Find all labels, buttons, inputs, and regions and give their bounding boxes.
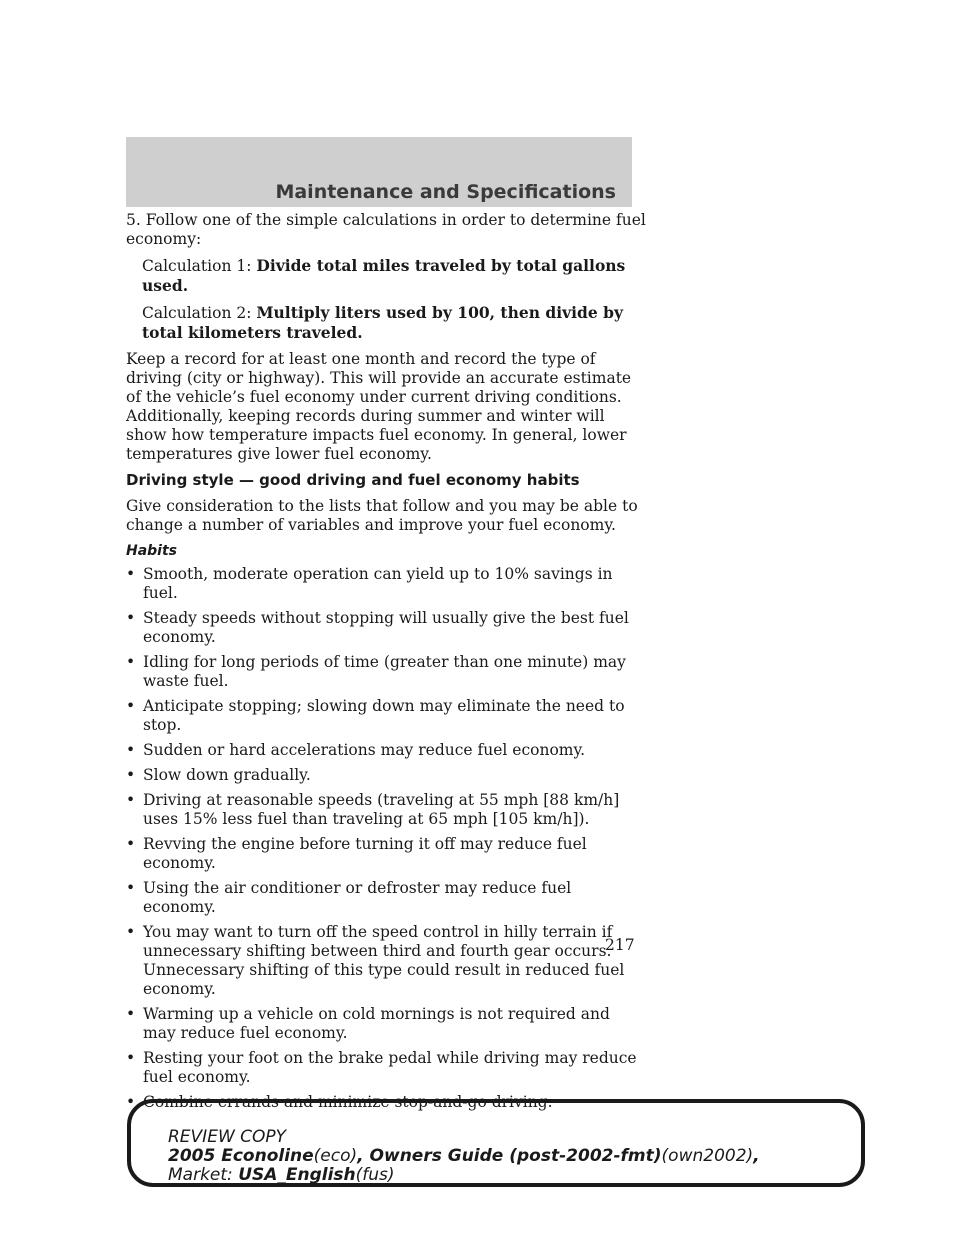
calculation-2 [142, 303, 646, 343]
bullet-icon: • [126, 1049, 136, 1067]
review-copy-box [127, 1099, 865, 1187]
section-header-band [126, 137, 632, 207]
section-intro: Give consideration to the lists that follow and you may be able to change a number of variables and improve your fuel economy. [126, 497, 638, 534]
list-item: • Slow down gradually. [126, 766, 311, 784]
page-content [126, 211, 646, 1118]
section-title: Driving style — good driving and fuel economy habits [126, 471, 580, 489]
habits-list [126, 565, 646, 1112]
review-model-line: 2005 Econoline(eco), Owners Guide (post-2002-fmt)(own2002), [168, 1146, 760, 1166]
list-item: • Using the air conditioner or defroster may reduce fuel economy. [126, 879, 572, 916]
record-paragraph: Keep a record for at least one month and record the type of driving (city or highway). This will provide an accurate estimate of the vehicle’s fuel economy under current driving conditions. Additionally, keeping records during summer and winter will show how temperature impacts fuel economy. In general, lower temperatures give lower fuel economy. [126, 350, 632, 463]
calculation-1-text: Divide total miles traveled by total gallons used. [142, 256, 626, 295]
bullet-icon: • [126, 791, 136, 809]
review-copy-text [168, 1128, 760, 1185]
calculation-1-label: Calculation 1: [142, 257, 252, 275]
bullet-icon: • [126, 766, 136, 784]
list-item: • Steady speeds without stopping will usually give the best fuel economy. [126, 609, 629, 646]
bullet-icon: • [126, 697, 136, 715]
review-copy-label: REVIEW COPY [168, 1127, 287, 1147]
list-item: • Idling for long periods of time (greater than one minute) may waste fuel. [126, 653, 626, 690]
list-item: • Revving the engine before turning it off may reduce fuel economy. [126, 835, 587, 872]
list-item: • Warming up a vehicle on cold mornings is not required and may reduce fuel economy. [126, 1005, 610, 1042]
calculation-1 [142, 256, 646, 296]
bullet-icon: • [126, 653, 136, 671]
calculation-2-label: Calculation 2: [142, 304, 252, 322]
bullet-icon: • [126, 609, 136, 627]
bullet-icon: • [126, 1093, 136, 1111]
bullet-icon: • [126, 923, 136, 941]
bullet-icon: • [126, 1005, 136, 1023]
list-item: • Smooth, moderate operation can yield up to 10% savings in fuel. [126, 565, 613, 602]
review-market-line: Market: USA_English(fus) [168, 1165, 395, 1185]
list-item: • You may want to turn off the speed control in hilly terrain if unnecessary shifting between third and fourth gear occurs. Unnecessary shifting of this type could result in reduced fuel economy. [126, 923, 625, 998]
list-item: • Resting your foot on the brake pedal while driving may reduce fuel economy. [126, 1049, 637, 1086]
bullet-icon: • [126, 835, 136, 853]
step-5-intro: 5. Follow one of the simple calculations in order to determine fuel economy: [126, 211, 646, 248]
list-item: • Anticipate stopping; slowing down may eliminate the need to stop. [126, 697, 625, 734]
bullet-icon: • [126, 565, 136, 583]
page-number: 217 [605, 936, 635, 954]
list-item: • Driving at reasonable speeds (traveling at 55 mph [88 km/h] uses 15% less fuel than traveling at 65 mph [105 km/h]). [126, 791, 620, 828]
calculation-2-text: Multiply liters used by 100, then divide by total kilometers traveled. [142, 303, 623, 342]
bullet-icon: • [126, 879, 136, 897]
bullet-icon: • [126, 741, 136, 759]
habits-title: Habits [126, 543, 178, 559]
list-item: • Sudden or hard accelerations may reduce fuel economy. [126, 741, 586, 759]
list-item: • Combine errands and minimize stop-and-go driving. [126, 1093, 553, 1111]
section-header-title: Maintenance and Specifications [275, 181, 616, 203]
